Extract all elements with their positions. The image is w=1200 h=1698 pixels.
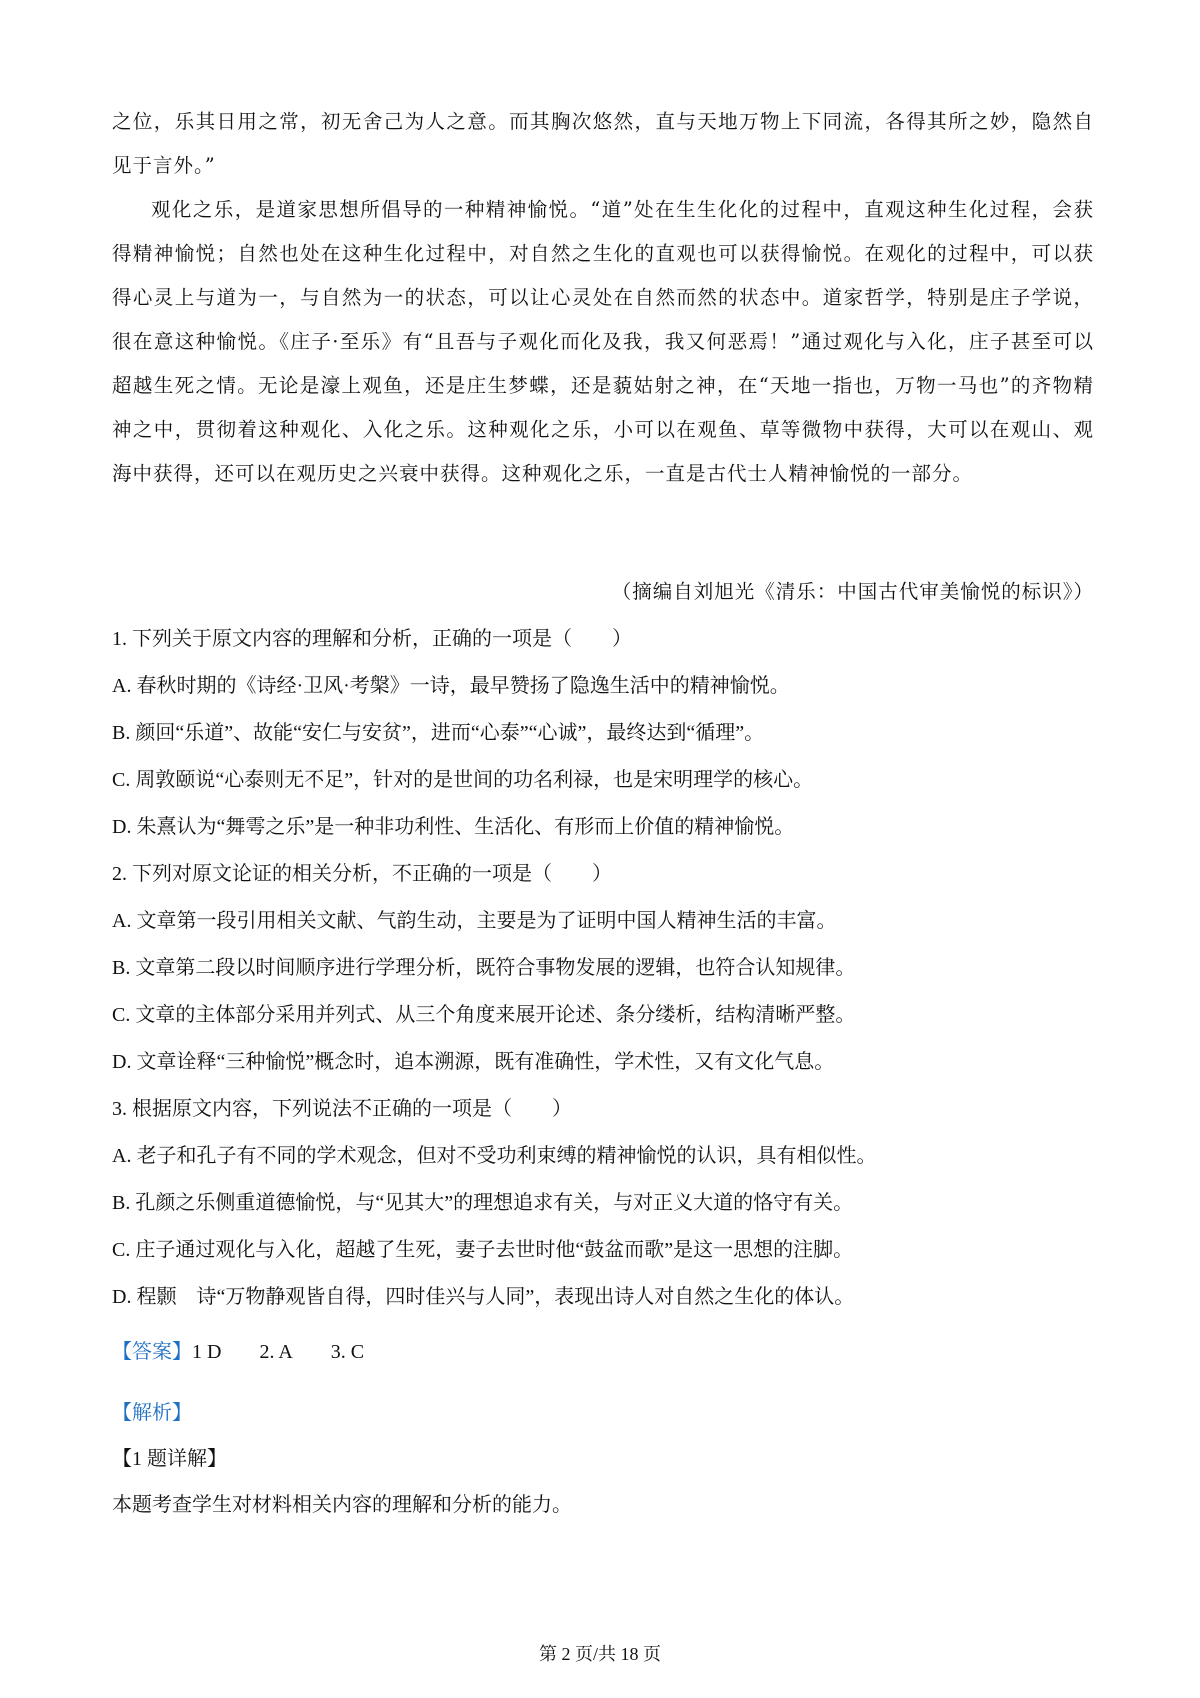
answer-item-1: 1 D [192,1341,222,1363]
analysis-text: 本题考查学生对材料相关内容的理解和分析的能力。 [112,1494,572,1516]
question-2-option-b: B. 文章第二段以时间顺序进行学理分析，既符合事物发展的逻辑，也符合认知规律。 [112,957,856,979]
question-3-option-b: B. 孔颜之乐侧重道德愉悦，与“见其大”的理想追求有关，与对正义大道的恪守有关。 [112,1192,854,1214]
passage-source: （摘编自刘旭光《清乐：中国古代审美愉悦的标识》） [611,580,1094,603]
question-3-stem: 3. 根据原文内容，下列说法不正确的一项是（ ） [112,1098,572,1120]
analysis-section [112,1390,1094,1528]
question-2-option-a: A. 文章第一段引用相关文献、气韵生动，主要是为了证明中国人精神生活的丰富。 [112,910,837,932]
passage-paragraph-1: 之位，乐其日用之常，初无舍己为人之意。而其胸次悠然，直与天地万物上下同流，各得其所之妙，隐然自见于言外。” [112,110,1094,177]
question-2-option-d: D. 文章诠释“三种愉悦”概念时，追本溯源，既有准确性，学术性，又有文化气息。 [112,1051,835,1073]
passage-paragraph-2: 观化之乐，是道家思想所倡导的一种精神愉悦。“道”处在生生化化的过程中，直观这种生化过程，会获得精神愉悦；自然也处在这种生化过程中，对自然之生化的直观也可以获得愉悦。在观化的过程中，可以获得心灵上与道为一，与自然为一的状态，可以让心灵处在自然而然的状态中。道家哲学，特别是庄子学说，很在意这种愉悦。《庄子·至乐》有“且吾与子观化而化及我，我又何恶焉！”通过观化与入化，庄子甚至可以超越生死之情。无论是濠上观鱼，还是庄生梦蝶，还是藐姑射之神，在“天地一指也，万物一马也”的齐物精神之中，贯彻着这种观化、入化之乐。这种观化之乐，小可以在观鱼、草等微物中获得，大可以在观山、观海中获得，还可以在观历史之兴衰中获得。这种观化之乐，一直是古代士人精神愉悦的一部分。 [112,198,1094,485]
question-1-option-c: C. 周敦颐说“心泰则无不足”，针对的是世间的功名利禄，也是宋明理学的核心。 [112,769,814,791]
question-1-option-d: D. 朱熹认为“舞雩之乐”是一种非功利性、生活化、有形而上价值的精神愉悦。 [112,816,795,838]
question-1-option-b: B. 颜回“乐道”、故能“安仁与安贫”，进而“心泰”“心诚”，最终达到“循理”。 [112,722,765,744]
answer-item-3: 3. C [330,1341,365,1363]
answer-line [112,1329,1094,1376]
question-3-option-c: C. 庄子通过观化与入化，超越了生死，妻子去世时他“鼓盆而歌”是这一思想的注脚。 [112,1239,854,1261]
question-3-option-d: D. 程颢 诗“万物静观皆自得，四时佳兴与人同”，表现出诗人对自然之生化的体认。 [112,1286,855,1308]
question-1-option-a: A. 春秋时期的《诗经·卫风·考槃》一诗，最早赞扬了隐逸生活中的精神愉悦。 [112,675,790,697]
answer-item-2: 2. A [259,1341,293,1363]
analysis-subheading: 【1 题详解】 [112,1448,227,1470]
question-2-option-c: C. 文章的主体部分采用并列式、从三个角度来展开论述、条分缕析，结构清晰严整。 [112,1004,856,1026]
question-3-option-a: A. 老子和孔子有不同的学术观念，但对不受功利束缚的精神愉悦的认识，具有相似性。 [112,1145,877,1167]
answer-label: 【答案】 [112,1341,192,1363]
question-2-stem: 2. 下列对原文论证的相关分析，不正确的一项是（ ） [112,863,612,885]
analysis-label: 【解析】 [112,1402,192,1424]
page-number: 第 2 页/共 18 页 [538,1644,661,1664]
question-1-stem: 1. 下列关于原文内容的理解和分析，正确的一项是（ ） [112,628,632,650]
question-list [112,616,1094,1321]
reading-passage [112,100,1094,496]
